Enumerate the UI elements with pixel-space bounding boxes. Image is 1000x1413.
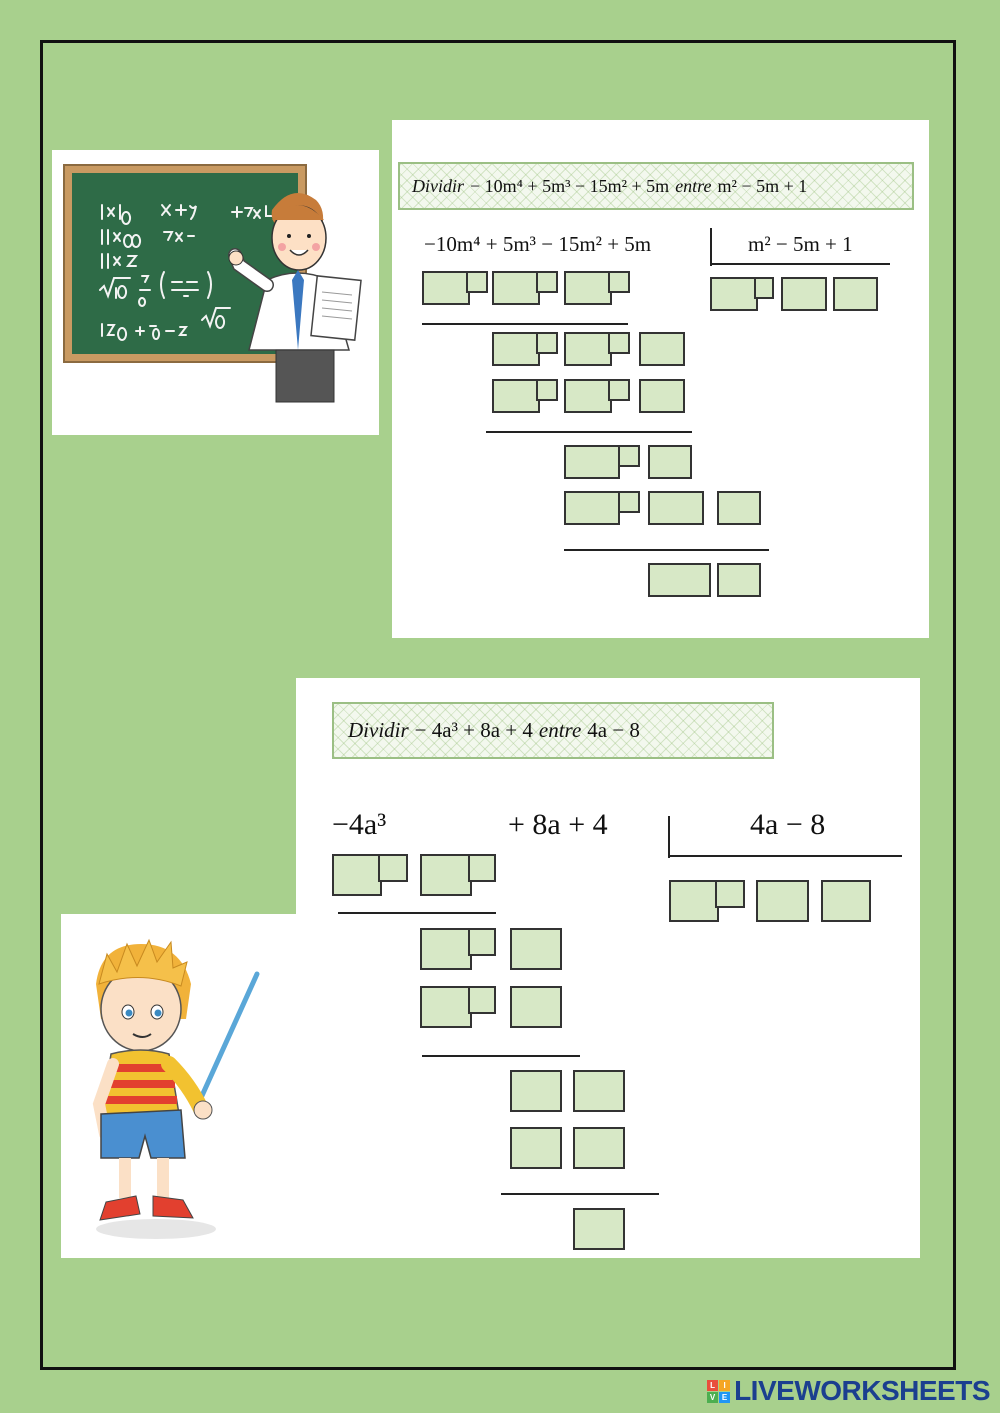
row2-exp-1[interactable] [536,332,558,354]
logo-badge-icon: L I V E [707,1380,730,1403]
row1-coef-3[interactable] [564,271,612,305]
boy-illustration-panel [61,914,301,1258]
remainder-term-1[interactable] [648,563,711,597]
problem-1-title [398,162,914,210]
title-verb: Dividir [348,718,409,742]
row3-term-3[interactable] [639,379,685,413]
row3-coef-1[interactable] [420,986,472,1028]
row5-exp-1[interactable] [618,491,640,513]
row5-coef-1[interactable] [564,491,620,525]
row4-term-2[interactable] [573,1070,625,1112]
division-bracket-vertical [668,816,670,858]
row2-coef-1[interactable] [492,332,540,366]
row2-term-2[interactable] [510,928,562,970]
dividend-leading-term: −4a³ [332,808,387,841]
division-bracket-horizontal [710,263,890,265]
remainder-term-2[interactable] [717,563,761,597]
quotient-exp-1[interactable] [754,277,774,299]
division-panel-1 [392,120,929,638]
row1-exp-3[interactable] [608,271,630,293]
row2-term-3[interactable] [639,332,685,366]
quotient-term-3[interactable] [821,880,871,922]
row3-exp-2[interactable] [608,379,630,401]
row4-coef-1[interactable] [564,445,620,479]
logo-text: LIVEWORKSHEETS [734,1375,990,1406]
row4-term-2[interactable] [648,445,692,479]
quotient-term-2[interactable] [756,880,809,922]
title-conjunction: entre [538,718,582,742]
dividend-remaining-terms: + 8a + 4 [508,808,608,841]
title-dividend: − 10m⁴ + 5m³ − 15m² + 5m [470,175,670,196]
subtraction-line-2 [486,431,692,433]
row1-coef-1[interactable] [332,854,382,896]
row2-exp-2[interactable] [608,332,630,354]
row1-exp-1[interactable] [466,271,488,293]
row4-term-1[interactable] [510,1070,562,1112]
title-verb: Dividir [412,175,464,196]
row3-exp-1[interactable] [468,986,496,1014]
quotient-term-3[interactable] [833,277,878,311]
row3-exp-1[interactable] [536,379,558,401]
quotient-coef-1[interactable] [669,880,719,922]
row4-exp-1[interactable] [618,445,640,467]
title-divisor: 4a − 8 [587,718,640,742]
row5-term-2[interactable] [573,1127,625,1169]
row3-coef-1[interactable] [492,379,540,413]
subtraction-line-1 [422,323,628,325]
row1-coef-2[interactable] [420,854,472,896]
row5-term-3[interactable] [717,491,761,525]
row2-coef-1[interactable] [420,928,472,970]
subtraction-line-3 [501,1193,659,1195]
divisor-expression: m² − 5m + 1 [748,232,853,256]
teacher-illustration [52,150,379,435]
division-bracket-horizontal [668,855,902,857]
row2-coef-2[interactable] [564,332,612,366]
quotient-term-2[interactable] [781,277,827,311]
title-conjunction: entre [675,175,712,196]
liveworksheets-logo [707,1375,990,1407]
subtraction-line-1 [338,912,496,914]
row1-coef-2[interactable] [492,271,540,305]
title-divisor: m² − 5m + 1 [717,175,808,196]
divisor-expression: 4a − 8 [750,808,826,841]
subtraction-line-3 [564,549,769,551]
row3-coef-2[interactable] [564,379,612,413]
row5-term-1[interactable] [510,1127,562,1169]
quotient-coef-1[interactable] [710,277,758,311]
row2-exp-1[interactable] [468,928,496,956]
title-dividend: − 4a³ + 8a + 4 [414,718,533,742]
division-2-content [296,678,920,1258]
quotient-exp-1[interactable] [715,880,745,908]
subtraction-line-2 [422,1055,580,1057]
row5-term-2[interactable] [648,491,704,525]
division-bracket-vertical [710,228,712,266]
problem-2-title [332,702,774,759]
row3-term-2[interactable] [510,986,562,1028]
row1-coef-1[interactable] [422,271,470,305]
row1-exp-2[interactable] [536,271,558,293]
row1-exp-2[interactable] [468,854,496,882]
row1-exp-1[interactable] [378,854,408,882]
dividend-expression: −10m⁴ + 5m³ − 15m² + 5m [424,232,652,256]
remainder-term[interactable] [573,1208,625,1250]
